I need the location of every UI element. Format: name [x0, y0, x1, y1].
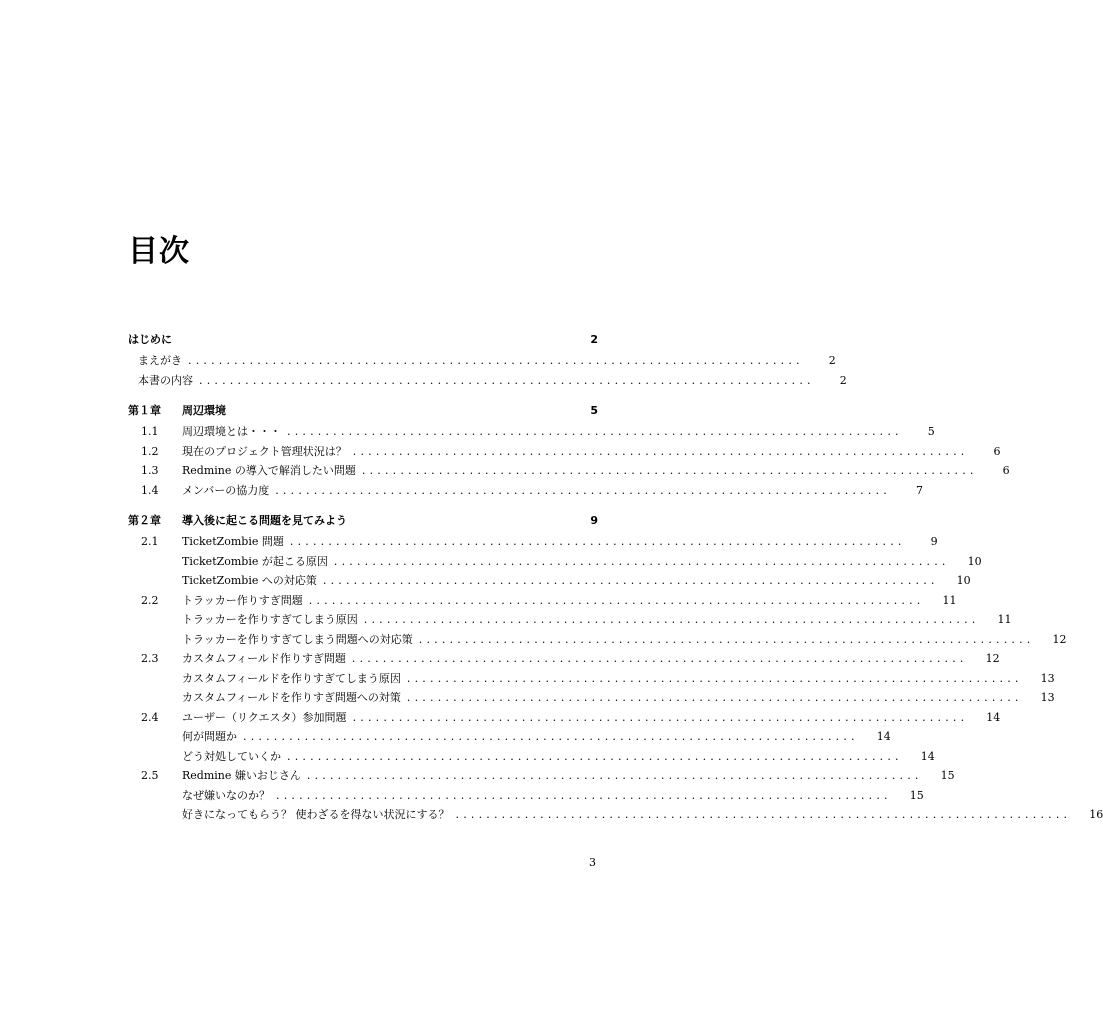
toc-section[interactable]: [128, 423, 935, 443]
toc-section[interactable]: [128, 592, 957, 612]
toc-chapter-1: [128, 402, 1010, 501]
toc-subsection[interactable]: [128, 670, 1055, 690]
toc-section-title: ユーザー（リクエスタ）参加問題: [182, 710, 347, 724]
toc-subsection-title: TicketZombie への対応策: [182, 574, 317, 587]
toc-subsection[interactable]: [128, 689, 1055, 709]
toc-page-number: 14: [986, 710, 1001, 724]
toc-section-number: 1.4: [141, 483, 159, 497]
toc-page-number: 5: [927, 425, 935, 438]
dot-leader: ................................................................................: [188, 354, 804, 367]
dot-leader: ................................................................................: [455, 808, 1072, 821]
toc-section-title: TicketZombie 問題: [182, 535, 284, 548]
toc-page-number: 6: [1002, 464, 1010, 477]
toc-section-title: 現在のプロジェクト管理状況は？: [182, 444, 347, 458]
toc-section-number: 1.1: [141, 425, 159, 438]
dot-leader: ................................................................................: [306, 769, 923, 782]
toc-section[interactable]: [128, 482, 923, 502]
toc-entry[interactable]: [128, 352, 836, 372]
toc-page-number: 16: [1089, 808, 1103, 821]
toc-subsection-title: なぜ嫌いなのか？: [182, 788, 270, 802]
toc-subsection[interactable]: [128, 787, 924, 807]
toc-subsection-title: 好きになってもらう？ 使わざるを得ない状況にする？: [182, 808, 450, 821]
toc-page-number: 13: [1040, 691, 1055, 704]
toc-chapter-row[interactable]: [128, 402, 598, 423]
page-number: 3: [589, 856, 596, 869]
toc-chapter-row[interactable]: [128, 331, 598, 352]
toc-section-title: カスタムフィールド作りすぎ問題: [182, 652, 346, 665]
toc-subsection-title: 何が問題か: [182, 730, 237, 743]
dot-leader: ................................................................................: [363, 613, 980, 626]
toc-page-number: 2: [828, 354, 836, 367]
toc-page-number: 9: [590, 514, 598, 527]
toc-section-title: 周辺環境とは・・・: [182, 425, 281, 438]
toc-chapter-title: 導入後に起こる問題を見てみよう: [182, 514, 347, 527]
toc-page-number: 12: [1052, 632, 1067, 646]
dot-leader: ................................................................................: [287, 749, 903, 763]
toc-section-title: メンバーの協力度: [182, 483, 270, 497]
toc-page-number: 11: [997, 613, 1012, 626]
toc-subsection-title: カスタムフィールドを作りすぎ問題への対策: [182, 691, 401, 704]
dot-leader: ................................................................................: [361, 464, 978, 477]
toc-entry-title: 本書の内容: [138, 373, 193, 387]
toc-section[interactable]: [128, 767, 955, 787]
dot-leader: ................................................................................: [275, 483, 891, 497]
toc-section-number: 2.1: [141, 535, 159, 548]
toc-chapter-title: はじめに: [128, 333, 172, 346]
dot-leader: ................................................................................: [418, 632, 1035, 646]
toc-subsection-title: カスタムフィールドを作りすぎてしまう原因: [182, 671, 401, 685]
toc-subsection[interactable]: [128, 553, 982, 573]
toc-section[interactable]: [128, 533, 938, 553]
toc-section-number: 2.4: [141, 710, 159, 724]
toc-page-number: 2: [590, 333, 598, 346]
toc-subsection-title: トラッカーを作りすぎてしまう原因: [182, 613, 358, 626]
toc-page-number: 12: [985, 652, 1000, 665]
page-title: 目次: [128, 234, 190, 269]
dot-leader: ................................................................................: [276, 788, 892, 802]
toc-section-number: 2.2: [141, 593, 159, 607]
toc-section-number: 2.5: [141, 769, 159, 782]
toc-section-number: 1.3: [141, 464, 159, 477]
dot-leader: ................................................................................: [243, 730, 859, 743]
table-of-contents: [128, 331, 1103, 837]
toc-page-number: 7: [915, 483, 923, 497]
dot-leader: ................................................................................: [333, 554, 950, 568]
toc-page-number: 13: [1040, 671, 1055, 685]
toc-page-number: 10: [956, 574, 971, 587]
dot-leader: ................................................................................: [406, 691, 1023, 704]
toc-section-number: 1.2: [141, 444, 159, 458]
toc-chapter-2: [128, 512, 1103, 826]
dot-leader: ................................................................................: [352, 444, 969, 458]
toc-page-number: 2: [839, 373, 847, 387]
toc-section[interactable]: [128, 443, 1001, 463]
toc-page-number: 11: [942, 593, 957, 607]
dot-leader: ................................................................................: [308, 593, 925, 607]
toc-page-number: 6: [993, 444, 1001, 458]
toc-page-number: 9: [930, 535, 938, 548]
toc-page-number: 5: [590, 404, 598, 417]
dot-leader: ................................................................................: [406, 671, 1023, 685]
toc-page-number: 15: [940, 769, 955, 782]
toc-subsection[interactable]: [128, 728, 891, 748]
toc-page-number: 14: [876, 730, 891, 743]
toc-section[interactable]: [128, 650, 1000, 670]
toc-subsection[interactable]: [128, 631, 1067, 651]
dot-leader: ................................................................................: [199, 373, 815, 387]
toc-subsection-title: トラッカーを作りすぎてしまう問題への対応策: [182, 632, 413, 646]
toc-chapter-label: 第１章: [128, 404, 161, 417]
toc-section-number: 2.3: [141, 652, 159, 665]
dot-leader: ................................................................................: [351, 652, 968, 665]
toc-subsection[interactable]: [128, 611, 1012, 631]
toc-page-number: 15: [909, 788, 924, 802]
toc-section-title: トラッカー作りすぎ問題: [182, 593, 303, 607]
toc-section[interactable]: [128, 709, 1001, 729]
toc-subsection[interactable]: [128, 748, 935, 768]
toc-chapter-label: 第２章: [128, 514, 161, 527]
toc-entry-title: まえがき: [138, 354, 182, 367]
toc-section-title: Redmine 嫌いおじさん: [182, 769, 301, 782]
dot-leader: ................................................................................: [352, 710, 969, 724]
toc-page-number: 10: [967, 554, 982, 568]
toc-subsection[interactable]: [128, 572, 971, 592]
toc-section[interactable]: [128, 462, 1010, 482]
toc-intro: [128, 331, 847, 391]
dot-leader: ................................................................................: [287, 425, 903, 438]
toc-chapter-title: 周辺環境: [182, 404, 226, 417]
dot-leader: ................................................................................: [322, 574, 939, 587]
toc-subsection-title: どう対処していくか: [182, 749, 281, 763]
toc-entry[interactable]: [128, 372, 847, 392]
toc-section-title: Redmine の導入で解消したい問題: [182, 464, 356, 477]
toc-subsection-title: TicketZombie が起こる原因: [182, 554, 328, 568]
toc-page-number: 14: [920, 749, 935, 763]
dot-leader: ................................................................................: [289, 535, 906, 548]
toc-chapter-row[interactable]: [128, 512, 598, 533]
toc-subsection[interactable]: [128, 806, 1103, 826]
